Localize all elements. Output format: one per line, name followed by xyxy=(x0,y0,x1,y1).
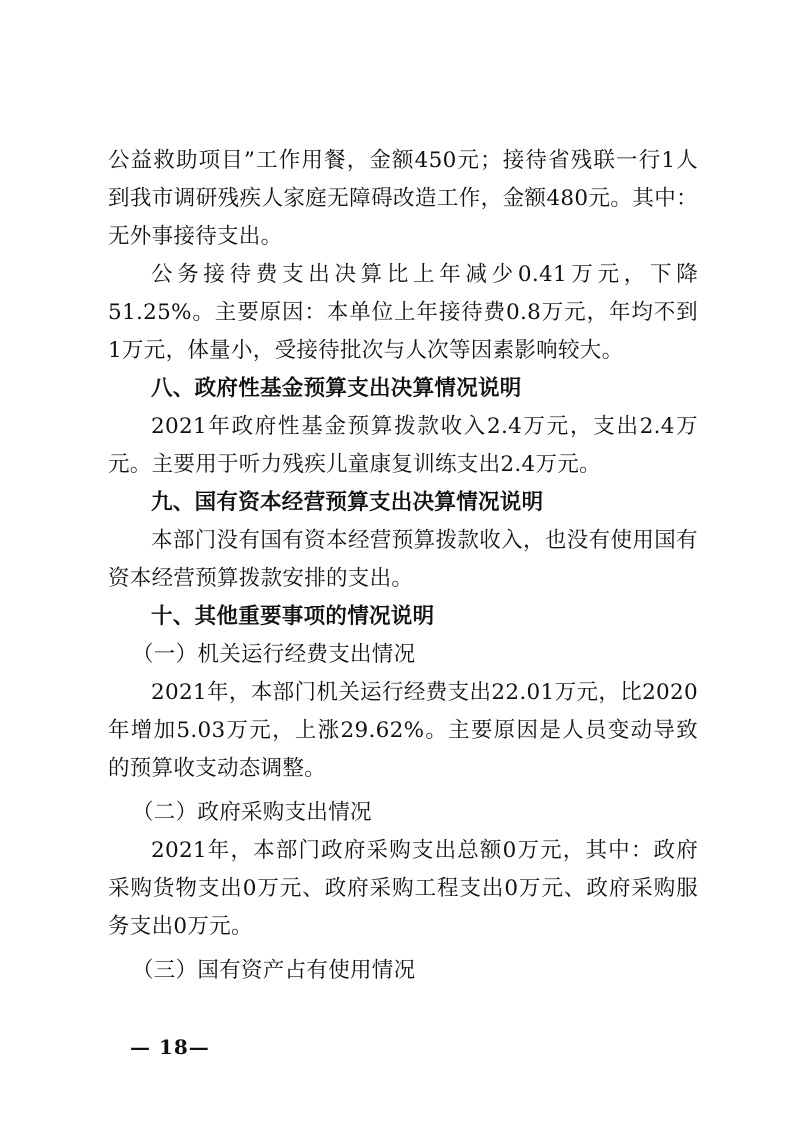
subheading-state-assets: （三）国有资产占有使用情况 xyxy=(132,958,416,983)
paragraph-operating-expenses: 2021年，本部门机关运行经费支出22.01万元，比2020年增加5.03万元，上涨29.62%。主要原因是人员变动导致的预算收支动态调整。 xyxy=(108,680,698,781)
paragraph-government-fund: 2021年政府性基金预算拨款收入2.4万元，支出2.4万元。主要用于听力残疾儿童康复训练支出2.4万元。 xyxy=(108,414,698,477)
subheading-government-procurement: （二）政府采购支出情况 xyxy=(132,800,372,825)
heading-section-9: 九、国有资本经营预算支出决算情况说明 xyxy=(151,490,544,515)
paragraph-state-capital: 本部门没有国有资本经营预算拨款收入，也没有使用国有资本经营预算拨款安排的支出。 xyxy=(108,528,698,591)
paragraph-reception-details: 公益救助项目”工作用餐，金额450元；接待省残联一行1人到我市调研残疾人家庭无障碍改造工作，金额480元。其中：无外事接待支出。 xyxy=(108,148,698,249)
page-number: — 18— xyxy=(130,1035,210,1059)
subheading-operating-expenses: （一）机关运行经费支出情况 xyxy=(132,642,416,667)
document-body xyxy=(108,142,698,990)
paragraph-government-procurement: 2021年，本部门政府采购支出总额0万元，其中：政府采购货物支出0万元、政府采购工程支出0万元、政府采购服务支出0万元。 xyxy=(108,838,698,939)
paragraph-reception-decrease: 公务接待费支出决算比上年减少0.41万元，下降51.25%。主要原因：本单位上年接待费0.8万元，年均不到1万元，体量小，受接待批次与人次等因素影响较大。 xyxy=(108,262,698,363)
heading-section-10: 十、其他重要事项的情况说明 xyxy=(151,604,435,629)
heading-section-8: 八、政府性基金预算支出决算情况说明 xyxy=(151,376,522,401)
